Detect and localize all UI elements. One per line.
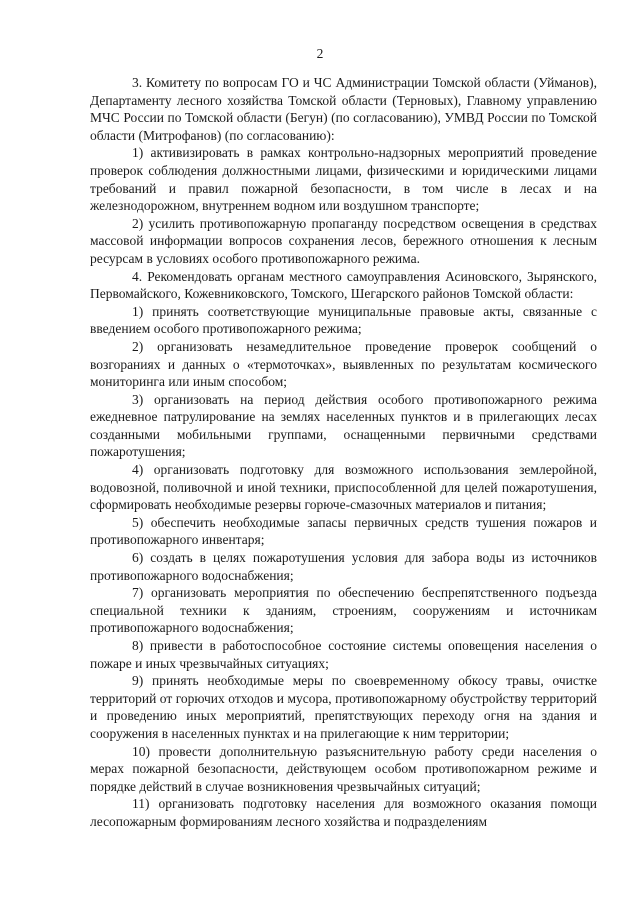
paragraph-4-recommend: 4. Рекомендовать органам местного самоуправления Асиновского, Зырянского, Первомайского, Кожевниковского, Томского, Шегарского районов Томской области: — [90, 268, 597, 302]
paragraph-4-1-legal-acts: 1) принять соответствующие муниципальные правовые акты, связанные с введением особого противопожарного режима; — [90, 303, 597, 337]
paragraph-4-8-warning: 8) привести в работоспособное состояние системы оповещения населения о пожаре и иных чрезвычайных ситуациях; — [90, 638, 597, 671]
paragraph-4-11-training: 11) организовать подготовку населения для возможного оказания помощи лесопожарным формированиям лесного хозяйства и подразделениям — [90, 796, 597, 829]
page-number: 2 — [316, 46, 324, 61]
document-body — [90, 74, 597, 831]
paragraph-4-10-explanation: 10) провести дополнительную разъяснительную работу среди населения о мерах пожарной безопасности, действующем особом противопожарном режиме и порядке действий в случае возникновения чрезвычайных ситуаций; — [90, 743, 597, 794]
paragraph-4-7-access: 7) организовать мероприятия по обеспечению беспрепятственного подъезда специальной техники к зданиям, строениям, сооружениям и источникам противопожарного водоснабжения; — [90, 585, 597, 636]
paragraph-4-4-equipment: 4) организовать подготовку для возможного использования землеройной, водовозной, поливочной и иной техники, приспособленной для целей пожаротушения, сформировать необходимые резервы горюче-смазочных материалов и питания; — [90, 462, 597, 513]
paragraph-4-9-mowing: 9) принять необходимые меры по своевременному обкосу травы, очистке территорий от горючих отходов и мусора, противопожарному обустройству территорий и проведению иных мероприятий, препятствующих переходу огня на здания и сооружения в населенных пунктах и на прилегающие к ним территории; — [90, 673, 597, 741]
paragraph-4-3-patrols: 3) организовать на период действия особого противопожарного режима ежедневное патрулирование на землях населенных пунктов и в прилегающих лесах созданными мобильными группами, оснащенными первичными средствами пожаротушения; — [90, 391, 597, 460]
paragraph-3-1-inspections: 1) активизировать в рамках контрольно-надзорных мероприятий проведение проверок соблюдения должностными лицами, физическими и юридическими лицами требований и правил пожарной безопасности, в том числе в лесах и на железнодорожном, внутреннем водном или воздушном транспорте; — [90, 145, 597, 214]
paragraph-3-2-propaganda: 2) усилить противопожарную пропаганду посредством освещения в средствах массовой информации вопросов сохранения лесов, бережного отношения к лесным ресурсам в условиях особого противопожарного режима. — [90, 215, 597, 266]
paragraph-4-2-checks: 2) организовать незамедлительное проведение проверок сообщений о возгораниях и данных о «термоточках», выявленных по результатам космического мониторинга или иным способом; — [90, 338, 597, 390]
paragraph-4-5-supplies: 5) обеспечить необходимые запасы первичных средств тушения пожаров и противопожарного инвентаря; — [90, 514, 597, 548]
paragraph-4-6-water: 6) создать в целях пожаротушения условия для забора воды из источников противопожарного водоснабжения; — [90, 550, 597, 583]
paragraph-3-committee: 3. Комитету по вопросам ГО и ЧС Администрации Томской области (Уйманов), Департаменту лесного хозяйства Томской области (Терновых), Главному управлению МЧС России по Томской области (Бегун) (по согласованию), УМВД России по Томской области (Митрофанов) (по согласованию): — [90, 75, 597, 143]
